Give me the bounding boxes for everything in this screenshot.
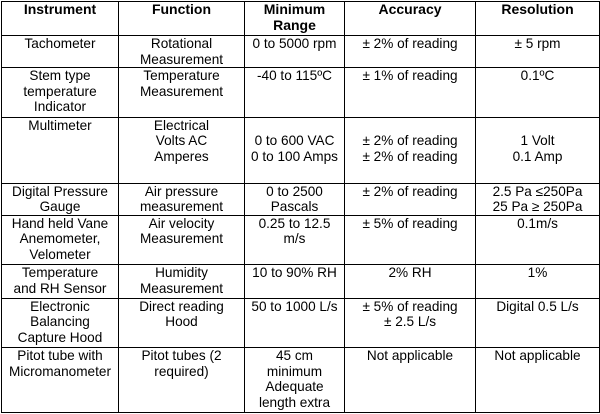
cell-function [119, 68, 245, 118]
cell-resolution-line: Digital 0.5 L/s [496, 298, 579, 314]
cell-function-line: Measurement [139, 83, 224, 99]
cell-accuracy [345, 183, 476, 215]
table-row [2, 265, 600, 298]
cell-resolution-line: 1 Volt [520, 133, 555, 149]
cell-resolution-line: 0.1ºC [520, 68, 555, 84]
table-row [2, 215, 600, 265]
cell-instrument [2, 36, 119, 68]
cell-function-line: Amperes [154, 148, 209, 164]
cell-range [245, 68, 345, 118]
cell-resolution-line: 1% [527, 265, 548, 281]
cell-function [119, 348, 245, 413]
table-body [2, 36, 600, 413]
cell-function-line: Pitot tubes (2 [141, 348, 222, 364]
cell-resolution [476, 348, 600, 413]
cell-accuracy-line: ± 2% of reading [362, 183, 458, 199]
cell-function [119, 36, 245, 68]
cell-instrument-line: Micromanometer [9, 363, 111, 379]
cell-function-line: Humidity [155, 265, 208, 281]
header-minimum-range: Minimum Range [245, 2, 345, 36]
cell-range [245, 183, 345, 215]
cell-accuracy-line: 2% RH [388, 265, 432, 281]
table-row [2, 183, 600, 215]
cell-accuracy [345, 348, 476, 413]
cell-range-line: Pascals [270, 199, 319, 215]
cell-range-line [248, 118, 341, 134]
cell-function-line: Electrical [153, 117, 210, 133]
cell-function-line: Rotational [150, 36, 213, 51]
cell-range-line: minimum [266, 363, 323, 379]
instrument-table [1, 1, 600, 413]
cell-range [245, 215, 345, 265]
cell-instrument [2, 183, 119, 215]
table-row [2, 117, 600, 183]
cell-range-line: -40 to 115ºC [257, 68, 332, 84]
cell-instrument-line: Velometer [29, 246, 91, 262]
cell-resolution [476, 298, 600, 348]
cell-instrument-line: temperature [23, 83, 97, 99]
cell-instrument-line: Gauge [39, 199, 81, 215]
cell-function-line: Volts AC [155, 133, 208, 149]
cell-function-line: Hood [165, 314, 198, 330]
cell-accuracy-line: ± 2% of reading [362, 133, 458, 149]
cell-accuracy [345, 215, 476, 265]
cell-instrument-line: Tachometer [24, 36, 96, 51]
cell-resolution-line: 25 Pa ≥ 250Pa [492, 199, 583, 215]
cell-resolution-line: 2.5 Pa ≤250Pa [492, 183, 583, 199]
cell-instrument [2, 265, 119, 298]
cell-instrument-line: and RH Sensor [13, 280, 107, 296]
cell-function [119, 298, 245, 348]
cell-accuracy-line: ± 5% of reading [362, 215, 458, 231]
cell-range-line: 50 to 1000 L/s [251, 298, 338, 314]
cell-accuracy-line: ± 2% of reading [362, 36, 458, 51]
cell-range-line: 0.25 to 12.5 [258, 215, 331, 231]
cell-resolution-line: 0.1 Amp [512, 148, 563, 164]
cell-instrument-line: Indicator [33, 99, 87, 115]
cell-range [245, 298, 345, 348]
cell-function-line: Measurement [139, 51, 224, 67]
cell-range-line: 45 cm [275, 348, 314, 364]
header-resolution: Resolution [476, 2, 600, 36]
cell-resolution [476, 265, 600, 298]
cell-instrument [2, 348, 119, 413]
cell-function-line: Direct reading [139, 298, 224, 314]
cell-accuracy-line: ± 2% of reading [362, 148, 458, 164]
cell-range-line: 0 to 600 VAC [254, 133, 335, 149]
cell-range-line: 0 to 2500 [266, 183, 323, 199]
cell-accuracy-line: ± 1% of reading [362, 68, 458, 84]
cell-instrument-line: Balancing [30, 314, 90, 330]
cell-accuracy [345, 117, 476, 183]
cell-resolution [476, 215, 600, 265]
table-row [2, 36, 600, 68]
cell-resolution [476, 68, 600, 118]
cell-range-line: 0 to 100 Amps [251, 148, 338, 164]
header-function: Function [119, 2, 245, 36]
cell-accuracy-line [348, 118, 472, 134]
cell-function-line: Air pressure [144, 183, 219, 199]
cell-range-line: 0 to 5000 rpm [252, 36, 337, 51]
cell-instrument-line: Electronic [30, 298, 90, 314]
cell-function-line: Measurement [139, 231, 224, 247]
table-row [2, 348, 600, 413]
cell-accuracy [345, 36, 476, 68]
cell-range [245, 117, 345, 183]
header-instrument: Instrument [2, 2, 119, 36]
cell-range [245, 348, 345, 413]
cell-resolution-line: ± 5 rpm [514, 36, 561, 51]
cell-function [119, 215, 245, 265]
cell-function [119, 265, 245, 298]
cell-function-line: measurement [139, 199, 224, 215]
cell-range-line: m/s [283, 231, 306, 247]
cell-instrument-line: Temperature [21, 265, 99, 281]
cell-function-line: Temperature [143, 68, 220, 84]
cell-instrument-line: Capture Hood [17, 329, 103, 345]
cell-function [119, 117, 245, 183]
cell-resolution-line: Not applicable [494, 348, 581, 364]
header-accuracy: Accuracy [345, 2, 476, 36]
table-row [2, 298, 600, 348]
cell-function-line: Air velocity [148, 215, 215, 231]
cell-accuracy [345, 68, 476, 118]
cell-instrument [2, 68, 119, 118]
cell-range-line: Adequate [265, 379, 324, 395]
cell-range-line: 10 to 90% RH [252, 265, 337, 281]
cell-function-line: required) [154, 363, 209, 379]
cell-instrument [2, 215, 119, 265]
cell-function-line: Measurement [139, 280, 224, 296]
cell-resolution [476, 183, 600, 215]
header-row [2, 2, 600, 36]
cell-accuracy-line: Not applicable [366, 348, 454, 364]
cell-accuracy-line: ± 2.5 L/s [383, 314, 437, 330]
cell-instrument [2, 298, 119, 348]
cell-resolution-line [479, 118, 596, 134]
cell-instrument-line: Hand held Vane [11, 215, 109, 231]
cell-instrument-line: Multimeter [28, 117, 92, 133]
cell-function [119, 183, 245, 215]
cell-accuracy-line: ± 5% of reading [362, 298, 458, 314]
cell-range [245, 36, 345, 68]
cell-resolution [476, 117, 600, 183]
cell-instrument-line: Anemometer, [19, 231, 101, 247]
cell-instrument [2, 117, 119, 183]
table-row [2, 68, 600, 118]
cell-accuracy [345, 265, 476, 298]
cell-range-line: length extra [258, 394, 331, 410]
cell-instrument-line: Pitot tube with [17, 348, 103, 364]
cell-instrument-line: Stem type [29, 68, 91, 84]
cell-range [245, 265, 345, 298]
cell-instrument-line: Digital Pressure [12, 183, 108, 199]
cell-resolution [476, 36, 600, 68]
cell-resolution-line: 0.1m/s [517, 215, 558, 231]
cell-accuracy [345, 298, 476, 348]
